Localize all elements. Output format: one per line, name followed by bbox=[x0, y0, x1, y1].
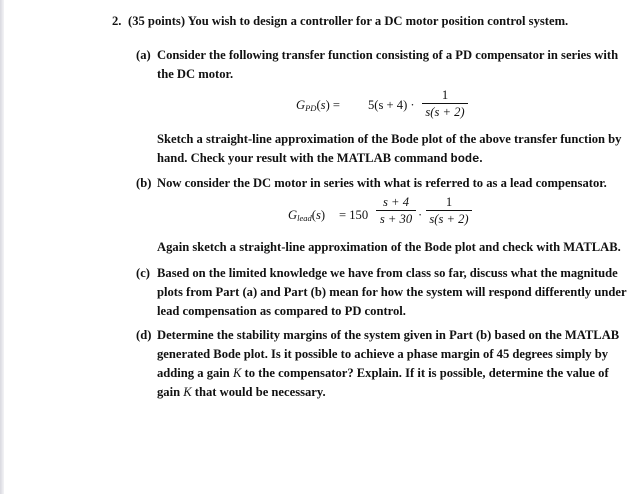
problem-number: 2. bbox=[112, 14, 122, 28]
part-a-line4 bbox=[157, 149, 483, 169]
glead-fraction-1 bbox=[376, 195, 416, 226]
gpd-denominator: s(s + 2) bbox=[425, 105, 465, 119]
part-d-line3 bbox=[157, 364, 609, 383]
gain-k-variable: K bbox=[232, 366, 242, 380]
part-b-line2: Again sketch a straight-line approximation of the Bode plot and check with MATLAB. bbox=[157, 240, 621, 254]
part-d-line4-post: that would be necessary. bbox=[191, 385, 326, 399]
part-d-line4-pre: gain bbox=[157, 385, 184, 399]
part-c-line2: plots from Part (a) and Part (b) mean for how the system will respond differently under bbox=[157, 285, 627, 299]
gpd-fraction bbox=[422, 88, 468, 119]
glead-fraction-bar-2 bbox=[426, 210, 472, 211]
gpd-lhs: 5(s + 4) · bbox=[368, 98, 415, 112]
matlab-bode-command: bode bbox=[450, 152, 480, 166]
glead-symbol: $G_{lead}(s)$ bbox=[288, 208, 326, 223]
part-d-line3-post: to the compensator? Explain. If it is possible, determine the value of bbox=[241, 366, 609, 380]
part-c-line1: Based on the limited knowledge we have from class so far, discuss what the magnitude bbox=[157, 266, 618, 280]
glead-denominator-1: s + 30 bbox=[379, 212, 413, 226]
glead-fraction-bar-1 bbox=[376, 210, 416, 211]
part-a-line4-end: . bbox=[479, 151, 483, 165]
part-d-line2: generated Bode plot. Is it possible to achieve a phase margin of 45 degrees simply by bbox=[157, 347, 609, 361]
problem-intro: (35 points) You wish to design a controller for a DC motor position control system. bbox=[128, 14, 569, 28]
glead-dot: · bbox=[418, 208, 423, 222]
part-b-line1: Now consider the DC motor in series with what is referred to as a lead compensator. bbox=[157, 176, 607, 190]
gpd-numerator: 1 bbox=[441, 88, 449, 102]
part-c-line3: lead compensation as compared to PD control. bbox=[157, 304, 406, 318]
gpd-symbol: $G_{PD}(s)$ = bbox=[296, 98, 341, 113]
part-a-line3: Sketch a straight-line approximation of the Bode plot of the above transfer function by bbox=[157, 132, 622, 146]
part-a-line2: the DC motor. bbox=[157, 67, 234, 81]
glead-gain: = 150 bbox=[339, 208, 369, 222]
part-d-line3-pre: adding a gain bbox=[157, 366, 233, 380]
part-a-line4-text: hand. Check your result with the MATLAB command bbox=[157, 151, 451, 165]
part-d-line1: Determine the stability margins of the system given in Part (b) based on the MATLAB bbox=[157, 328, 620, 342]
part-a-line1: Consider the following transfer function consisting of a PD compensator in series with bbox=[157, 48, 619, 62]
gain-k-variable-2: K bbox=[183, 385, 192, 399]
part-a-label: (a) bbox=[136, 48, 151, 62]
part-b-label: (b) bbox=[136, 176, 152, 190]
glead-fraction-2 bbox=[426, 195, 472, 226]
glead-numerator-1: s + 4 bbox=[383, 195, 409, 209]
glead-denominator-2: s(s + 2) bbox=[429, 212, 469, 226]
part-d-label: (d) bbox=[136, 328, 152, 342]
part-d-line4 bbox=[157, 383, 326, 402]
glead-numerator-2: 1 bbox=[445, 195, 453, 209]
part-c-label: (c) bbox=[136, 266, 150, 280]
gpd-fraction-bar bbox=[422, 103, 468, 104]
